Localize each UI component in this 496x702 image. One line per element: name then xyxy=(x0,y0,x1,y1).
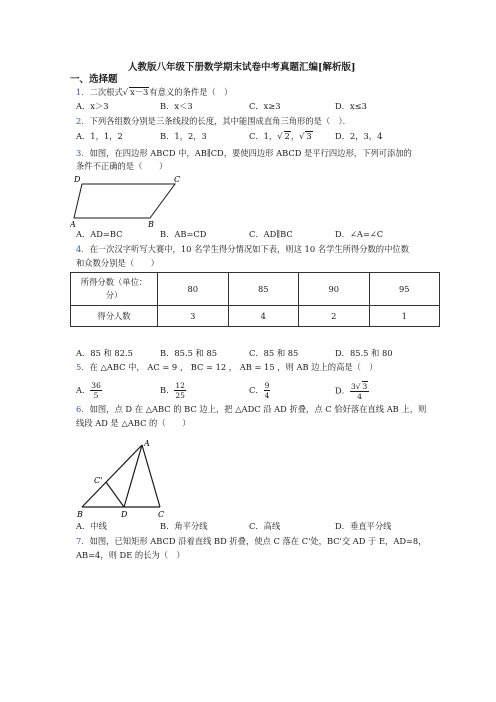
label-d: D xyxy=(121,510,128,519)
question-text-line2: 线段 AD 是 △ABC 的（ ） xyxy=(76,418,191,428)
label-c: C xyxy=(174,175,181,184)
option-d: D．垂直平分线 xyxy=(335,521,392,531)
radicand: x－3 xyxy=(130,87,149,97)
question-3 xyxy=(76,148,412,159)
option-d: D．x≤3 xyxy=(335,101,367,111)
table-cell: 2 xyxy=(299,306,370,327)
table-header-cell: 所得分数（单位： 分） xyxy=(71,273,158,306)
table-header-cell: 得分人数 xyxy=(71,306,158,327)
question-number: 5． xyxy=(76,362,90,372)
question-number: 1． xyxy=(76,87,90,97)
table-row xyxy=(71,273,440,306)
table-cell: 3 xyxy=(158,306,229,327)
question-text-line2: 和众数分别是（ ） xyxy=(76,258,159,268)
section-heading: 一、选择题 xyxy=(70,74,118,85)
question-7 xyxy=(76,536,427,547)
option-d: D．∠A=∠C xyxy=(335,229,384,239)
table-cell: 85 xyxy=(228,273,299,306)
table-cell: 1 xyxy=(369,306,440,327)
sqrt-icon: √ xyxy=(299,131,305,141)
option-c: C．AD∥BC xyxy=(249,229,293,239)
option-d: D． $\frac{3√ 3}{4}$ xyxy=(335,382,368,401)
question-number: 3． xyxy=(76,148,90,158)
option-a: A．中线 xyxy=(76,521,107,531)
label-d: D xyxy=(74,175,81,184)
option-d: D．85.5 和 80 xyxy=(335,348,393,358)
question-text: 如图，点 D 在 △ABC 的 BC 边上，把 △ADC 沿 AD 折叠，点 C 恰好落在直线 AB 上，则 xyxy=(89,404,427,414)
option-a: A．AD=BC xyxy=(76,229,123,239)
table-cell: 95 xyxy=(369,273,440,306)
question-text: 在 △ABC 中， AC = 9 ， BC = 12 ， AB = 15 ，则 AB 边上的高是（ ） xyxy=(89,362,378,372)
option-c: C．高线 xyxy=(249,521,281,531)
option-d: D．2，3，4 xyxy=(335,131,383,141)
table-cell: 4 xyxy=(228,306,299,327)
option-a: A．85 和 82.5 xyxy=(76,348,133,358)
option-c: C．1，√ 2，√ 3 xyxy=(249,131,312,141)
option-b: B． $\frac{12}{25}$ xyxy=(160,381,185,400)
question-text: 下列各组数分别是三条线段的长度，其中能围成直角三角形的是（ ）． xyxy=(89,116,351,126)
option-b: B．x＜3 xyxy=(160,101,193,111)
page-title: 人教版八年级下册数学期末试卷中考真题汇编[解析版] xyxy=(128,62,356,73)
option-c: C．x≥3 xyxy=(249,101,281,111)
score-table xyxy=(70,272,440,327)
question-number: 4． xyxy=(76,244,90,254)
label-a: A xyxy=(70,220,76,228)
table-cell: 80 xyxy=(158,273,229,306)
option-a: A． $\frac{36}{5}$ xyxy=(76,381,101,400)
parallelogram-figure xyxy=(70,174,190,228)
option-a: A．x＞3 xyxy=(76,101,109,111)
option-b: B．AB=CD xyxy=(160,229,207,239)
option-a: A．1，1，2 xyxy=(76,131,123,141)
table-cell: 90 xyxy=(299,273,370,306)
label-c-prime: C' xyxy=(94,476,103,485)
option-b: B．85.5 和 85 xyxy=(160,348,217,358)
question-2 xyxy=(76,116,351,127)
question-6 xyxy=(76,404,426,415)
question-5 xyxy=(76,362,378,373)
sqrt-icon: √ xyxy=(355,382,361,391)
triangle-fold-figure xyxy=(72,437,172,519)
question-text: 在一次汉字听写大赛中，10 名学生得分情况如下表，则这 10 名学生所得分数的中位数 xyxy=(89,244,409,254)
option-b: B．1，2，3 xyxy=(160,131,207,141)
question-number: 7． xyxy=(76,536,90,546)
option-b: B．角平分线 xyxy=(160,521,208,531)
question-1 xyxy=(76,87,232,98)
sqrt-icon: √ xyxy=(122,87,129,97)
label-c: C xyxy=(158,510,165,519)
question-text-line2: 条件不正确的是（ ） xyxy=(76,161,168,171)
question-text: 如图，在四边形 ABCD 中，AB∥CD，要使四边形 ABCD 是平行四边形，下列可添加的 xyxy=(89,148,412,158)
question-text: 如图，已知矩形 ABCD 沿着直线 BD 折叠，使点 C 落在 C'处，BC'交 AD 于 E，AD=8， xyxy=(89,536,427,546)
option-c: C．85 和 85 xyxy=(249,348,299,358)
question-number: 6． xyxy=(76,404,90,414)
sqrt-icon: √ xyxy=(277,131,283,141)
option-c: C． $\frac{9}{4}$ xyxy=(249,381,270,400)
label-b: B xyxy=(148,220,154,228)
table-row xyxy=(71,306,440,327)
question-number: 2． xyxy=(76,116,90,126)
label-b: B xyxy=(77,510,83,519)
question-text-line2: AB=4，则 DE 的长为（ ） xyxy=(76,550,185,560)
question-4 xyxy=(76,244,409,255)
question-text: 有意义的条件是（ ） xyxy=(149,87,233,97)
question-text: 二次根式 xyxy=(89,87,123,97)
label-a: A xyxy=(144,439,150,448)
